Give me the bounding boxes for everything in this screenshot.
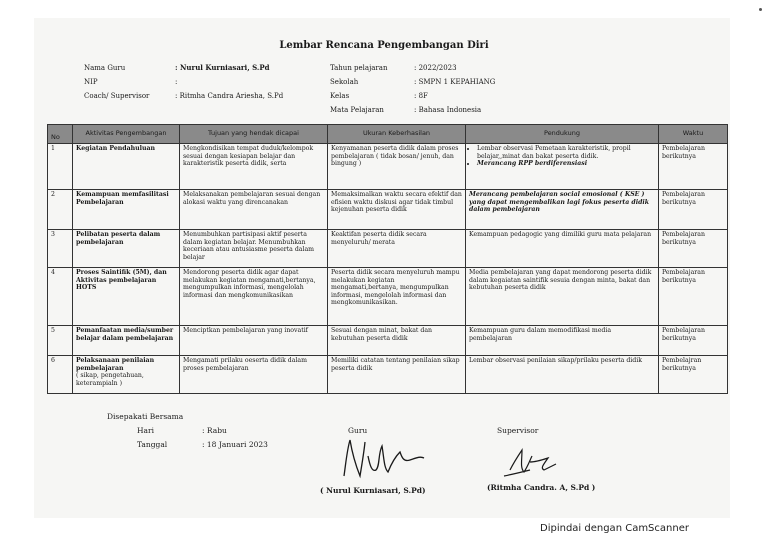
aktivitas-title: Pelaksanaan penilaian pembelajaran (76, 357, 155, 372)
pendukung-list (469, 145, 655, 168)
value-coach: : Ritmha Candra Ariesha, S.Pd (175, 92, 284, 100)
cell-tujuan: Menumbuhkan partisipasi aktif peserta dalam kegiatan belajar. Menumbuhkan keceriaan atau antusiasme peserta dalam belajar (180, 230, 328, 268)
day-label: Hari (137, 426, 154, 435)
table-row (48, 144, 728, 190)
cell-ukuran: Memaksimalkan waktu secara efektif dan efisien waktu diskusi agar tidak timbul kejenuhan peserta didik (328, 190, 466, 230)
header-ukuran: Ukuran Keberhasilan (328, 125, 466, 144)
cell-waktu: Pembelajaran berikutnya (659, 326, 728, 356)
value-tahun: : 2022/2023 (414, 64, 457, 72)
table-row (48, 190, 728, 230)
cell-aktivitas (73, 356, 180, 394)
value-mapel: : Bahasa Indonesia (414, 106, 482, 114)
cell-tujuan: Melaksanakan pembelajaran sesuai dengan alokasi waktu yang direncanakan (180, 190, 328, 230)
cell-aktivitas: Pelibatan peserta dalam pembelajaran (73, 230, 180, 268)
header-no: No (48, 125, 73, 144)
value-nip: : (175, 78, 178, 86)
guru-signature-icon (338, 432, 428, 484)
supervisor-label: Supervisor (497, 426, 539, 435)
cell-ukuran: Peserta didik secara menyeluruh mampu melakukan kegiatan mengamati,bertanya, mengumpulkan informasi, mengelolah informasi dan mengkomunikasikan. (328, 268, 466, 326)
cell-tujuan: Menciptkan pembelajaran yang inovatif (180, 326, 328, 356)
table-row (48, 326, 728, 356)
supervisor-name: (Ritmha Candra. A, S.Pd ) (487, 483, 596, 492)
cell-no: 1 (48, 144, 73, 190)
header-aktivitas: Aktivitas Pengembangan (73, 125, 180, 144)
header-tujuan: Tujuan yang hendak dicapai (180, 125, 328, 144)
cell-pendukung: Lembar observasi penilaian sikap/prilaku peserta didik (466, 356, 659, 394)
date-value: : 18 Januari 2023 (202, 440, 268, 449)
label-mapel: Mata Pelajaran (330, 106, 384, 114)
date-label: Tanggal (137, 440, 168, 449)
cell-waktu: Pembelajran berikutnya (659, 356, 728, 394)
label-coach: Coach/ Supervisor (84, 92, 150, 100)
aktivitas-note: ( sikap, pengetahuan, keterampialn ) (76, 372, 144, 387)
label-nip: NIP (84, 78, 98, 86)
cell-no: 2 (48, 190, 73, 230)
cell-pendukung: Kemampuan guru dalam memodifikasi media pembelajaran (466, 326, 659, 356)
value-nama-guru: : Nurul Kurniasari, S.Pd (175, 63, 270, 72)
cell-no: 5 (48, 326, 73, 356)
label-nama-guru: Nama Guru (84, 64, 126, 72)
supervisor-signature-icon (500, 440, 560, 480)
cell-tujuan: Mengamati prilaku oeserta didik dalam proses pembelajaran (180, 356, 328, 394)
cell-tujuan: Mengkondisikan tempat duduk/kelompok sesuai dengan kesiapan belajar dan karakteristik peserta didik, serta (180, 144, 328, 190)
table-header-row (48, 125, 728, 144)
cell-waktu: Pembelajaran berikutnya (659, 144, 728, 190)
development-plan-table (47, 124, 728, 394)
cell-ukuran: Keaktifan peserta didik secara menyeluruh/ merata (328, 230, 466, 268)
label-kelas: Kelas (330, 92, 350, 100)
cell-no: 3 (48, 230, 73, 268)
cell-pendukung: Kemampuan pedagogic yang dimiliki guru mata pelajaran (466, 230, 659, 268)
table-row (48, 268, 728, 326)
cell-aktivitas: Proses Saintifik (5M), dan Aktivitas pembelajaran HOTS (73, 268, 180, 326)
value-kelas: : 8F (414, 92, 428, 100)
cell-aktivitas: Kegiatan Pendahuluan (73, 144, 180, 190)
header-waktu: Waktu (659, 125, 728, 144)
cell-waktu: Pembelajaran berikutnya (659, 190, 728, 230)
cell-pendukung: Media pembelajaran yang dapat mendorong peserta didik dalam kegaiatan saintifik sesuia dengan minta, bakat dan kebutuhan peserta didik (466, 268, 659, 326)
cell-ukuran: Kenyamanan peserta didik dalam proses pembelajaran ( tidak bosan/ jenuh, dan bingung ) (328, 144, 466, 190)
scanner-watermark: Dipindai dengan CamScanner (540, 523, 689, 534)
cell-waktu: Pembelajaran berikutnya (659, 230, 728, 268)
agreed-label: Disepakati Bersama (107, 412, 184, 421)
table-row (48, 356, 728, 394)
label-sekolah: Sekolah (330, 78, 359, 86)
cell-aktivitas: Kemampuan memfasilitasi Pembelajaran (73, 190, 180, 230)
table-row (48, 230, 728, 268)
cell-aktivitas: Pemanfaatan media/sumber belajar dalam pembelajaran (73, 326, 180, 356)
guru-name: ( Nurul Kurniasari, S.Pd) (320, 486, 426, 495)
cell-waktu: Pembelajaran berikutnya (659, 268, 728, 326)
day-value: : Rabu (202, 426, 227, 435)
guru-label: Guru (348, 426, 368, 435)
cell-tujuan: Mendorong peserta didik agar dapat melakukan kegiatan mengamati,bertanya, mengumpulkan informasi, mengelolah informasi dan mengkomunikasikan (180, 268, 328, 326)
label-tahun: Tahun pelajaran (330, 64, 388, 72)
value-sekolah: : SMPN 1 KEPAHIANG (414, 78, 496, 86)
cell-no: 4 (48, 268, 73, 326)
header-pendukung: Pendukung (466, 125, 659, 144)
document-title: Lembar Rencana Pengembangan Diri (279, 40, 489, 51)
menu-dot-icon (759, 8, 762, 11)
cell-ukuran: Sesuai dengan minat, bakat dan kebutuhan peserta didik (328, 326, 466, 356)
cell-pendukung (466, 144, 659, 190)
list-item: • Lembar observasi Pemetaan karakteristik, propil belajar,,minat dan bakat peserta didik. (477, 145, 655, 160)
cell-no: 6 (48, 356, 73, 394)
cell-ukuran: Memiliki catatan tentang penilaian sikap peserta didik (328, 356, 466, 394)
list-item: • Merancang RPP berdiferensiasi (477, 160, 655, 168)
cell-pendukung: Merancang pembelajaran social emosional ( KSE ) yang dapat mengembalikan lagi fokus peserta didik dalam pembelajaran (466, 190, 659, 230)
